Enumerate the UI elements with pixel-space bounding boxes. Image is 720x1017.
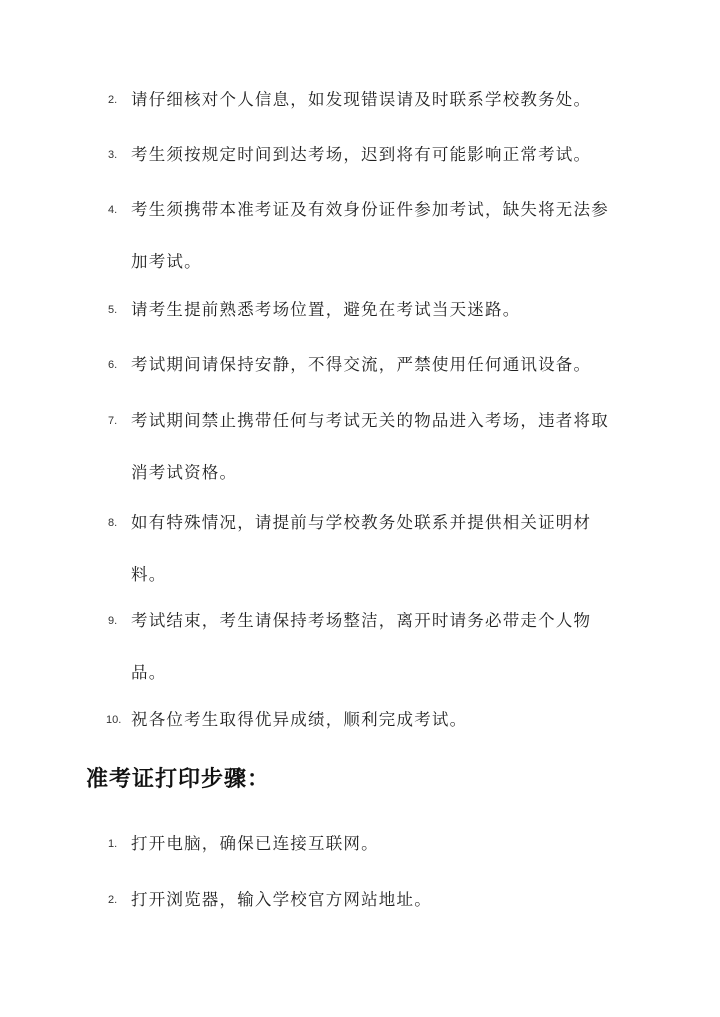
- list-item-text: 考试期间禁止携带任何与考试无关的物品进入考场，违者将取消考试资格。: [131, 411, 609, 482]
- step-item-text: 打开浏览器，输入学校官方网站地址。: [131, 890, 432, 909]
- list-item-number: 4.: [108, 204, 118, 216]
- list-item-text: 请考生提前熟悉考场位置，避免在考试当天迷路。: [131, 300, 521, 319]
- list-item-text: 考生须携带本准考证及有效身份证件参加考试，缺失将无法参加考试。: [131, 200, 609, 271]
- list-item-number: 7.: [108, 415, 118, 427]
- list-item-text: 考试期间请保持安静，不得交流，严禁使用任何通讯设备。: [131, 355, 592, 374]
- list-item-text: 如有特殊情况，请提前与学校教务处联系并提供相关证明材料。: [131, 513, 592, 584]
- list-item-number: 6.: [108, 359, 118, 371]
- list-item-text: 考试结束，考生请保持考场整洁，离开时请务必带走个人物品。: [131, 611, 592, 682]
- list-item-text: 考生须按规定时间到达考场，迟到将有可能影响正常考试。: [131, 145, 592, 164]
- step-item-number: 2.: [108, 894, 118, 906]
- list-item-number: 8.: [108, 517, 118, 529]
- list-item-number: 2.: [108, 94, 118, 106]
- step-item-text: 打开电脑，确保已连接互联网。: [131, 834, 379, 853]
- section-heading: 准考证打印步骤：: [86, 767, 271, 792]
- list-item-number: 10.: [106, 714, 122, 726]
- step-item-number: 1.: [108, 838, 118, 850]
- list-item-text: 请仔细核对个人信息，如发现错误请及时联系学校教务处。: [131, 90, 592, 109]
- list-item-number: 9.: [108, 615, 118, 627]
- list-item-text: 祝各位考生取得优异成绩，顺利完成考试。: [131, 710, 468, 729]
- list-item-number: 5.: [108, 304, 118, 316]
- list-item-number: 3.: [108, 149, 118, 161]
